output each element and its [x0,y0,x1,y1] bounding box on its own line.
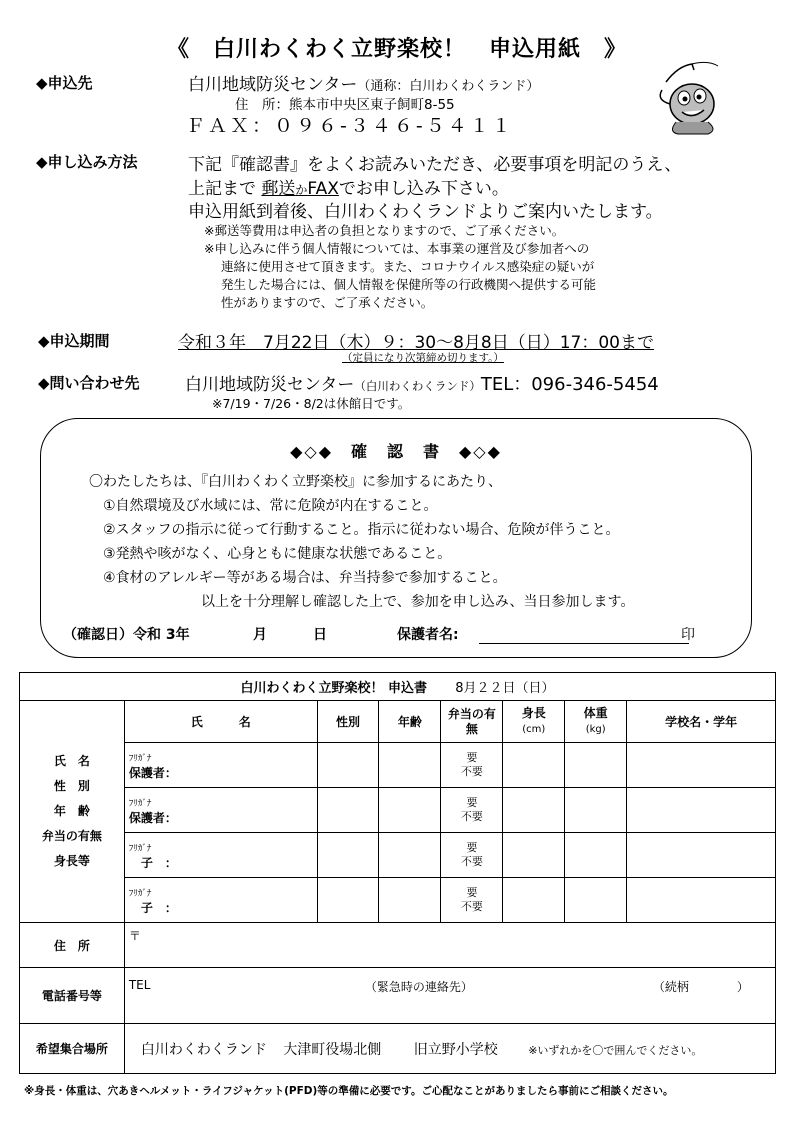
furigana-label: ﾌﾘｶﾞﾅ [128,799,152,809]
bento-yes: 要 [466,886,478,899]
method-note-5: 性がありますので、ご了承ください。 [221,295,434,310]
header-weight-cell [565,701,627,743]
confirmation-title: ◆◇◆ 確 認 書 ◆◇◆ [290,442,502,461]
period-value: 令和３年 7月22日（木）９：30〜8月8日（日）17：00まで [178,333,654,353]
height-cell[interactable] [503,833,565,878]
relation-note: （続柄 ） [652,980,749,994]
destination-org-line [188,70,539,95]
contact-closed: ※7/19・7/26・8/2は休館日です。 [212,396,411,411]
height-cell[interactable] [503,878,565,923]
bento-no: 不要 [460,900,483,913]
header-school: 学校名・学年 [627,701,776,743]
header-weight-unit: (kg) [585,724,606,735]
confirmation-closing: 以上を十分理解し確認した上で、参加を申し込み、当日参加します。 [201,594,635,610]
confirmation-item-2: ②スタッフの指示に従って行動すること。指示に従わない場合、危険が伴うこと。 [103,522,620,538]
bento-cell[interactable] [441,788,503,833]
method-line2 [188,174,509,199]
header-height-unit: (cm) [522,724,546,735]
destination-fax: ＦＡＸ：０９６-３４６-５４１１ [186,115,514,137]
method-mail: 郵送 [261,179,296,199]
period-label: ◆申込期間 [38,332,110,350]
age-cell[interactable] [379,788,441,833]
contact-label: ◆問い合わせ先 [38,374,140,392]
side-label-gender: 性 別 [53,779,90,793]
confirmation-item-3: ③発熱や咳がなく、心身ともに健康な状態であること。 [103,546,452,562]
weight-cell[interactable] [565,788,627,833]
side-label-age: 年 齢 [53,804,90,818]
confirmation-intro: 〇わたしたちは、『白川わくわく立野楽校』に参加するにあたり、 [89,474,502,490]
phone-field[interactable] [124,968,775,1024]
application-form-table [19,672,776,1074]
form-side-labels [20,701,125,923]
role-label: 子 ： [140,901,177,915]
name-cell[interactable] [124,833,317,878]
period-note: （定員になり次第締め切ります。） [342,352,504,364]
method-line1: 下記『確認書』をよくお読みいただき、必要事項を明記のうえ、 [188,155,682,175]
destination-label: ◆申込先 [36,74,93,92]
meeting-option-otsu[interactable]: 大津町役場北側 [283,1041,382,1058]
table-row [20,743,776,788]
method-line3: 申込用紙到着後、白川わくわくランドよりご案内いたします。 [188,202,663,222]
postal-mark: 〒 [128,929,141,943]
school-cell[interactable] [627,788,776,833]
side-label-name: 氏 名 [53,754,90,768]
role-label: 保護者： [128,811,177,825]
guardian-name-label: 保護者名: [397,627,459,643]
school-cell[interactable] [627,878,776,923]
contact-tel: TEL：096-346-5454 [480,374,659,395]
table-row [20,788,776,833]
age-cell[interactable] [379,878,441,923]
name-cell[interactable] [124,878,317,923]
bento-yes: 要 [466,796,478,809]
bento-cell[interactable] [441,833,503,878]
seal-mark: 印 [681,627,695,643]
confirmation-box [40,418,752,658]
school-cell[interactable] [627,833,776,878]
tel-label: TEL [128,978,151,992]
bento-cell[interactable] [441,878,503,923]
contact-alias: （白川わくわくランド） [354,379,481,393]
meeting-note: ※いずれかを〇で囲んでください。 [528,1043,703,1057]
age-cell[interactable] [379,833,441,878]
weight-cell[interactable] [565,878,627,923]
header-bento: 弁当の有無 [441,701,503,743]
weight-cell[interactable] [565,743,627,788]
method-label: ◆申し込み方法 [36,153,138,171]
name-cell[interactable] [124,788,317,833]
bento-yes: 要 [466,841,478,854]
form-title: 白川わくわく立野楽校！ 申込書 [240,681,428,696]
table-row [20,833,776,878]
contact-line [185,370,659,396]
height-cell[interactable] [503,743,565,788]
weight-cell[interactable] [565,833,627,878]
confirmation-item-1: ①自然環境及び水域には、常に危険が内在すること。 [103,498,438,514]
header-name: 氏 名 [124,701,317,743]
address-label: 住 所 [20,923,125,968]
gender-cell[interactable] [317,788,379,833]
address-field[interactable] [124,923,775,968]
contact-org: 白川地域防災センター [185,375,355,395]
header-age: 年齢 [379,701,441,743]
confirmation-item-4: ④食材のアレルギー等がある場合は、弁当持参で参加すること。 [103,570,507,586]
destination-address: 住 所：熊本市中央区東子飼町8-55 [235,97,455,113]
mascot-fish-icon [648,60,728,140]
method-fax: FAX [307,179,339,199]
meeting-label: 希望集合場所 [20,1024,125,1074]
method-note-3: 連絡に使用させて頂きます。また、コロナウイルス感染症の疑いが [221,259,595,274]
role-label: 保護者： [128,766,177,780]
furigana-label: ﾌﾘｶﾞﾅ [128,754,152,764]
phone-label: 電話番号等 [20,968,125,1024]
emergency-note: （緊急時の連絡先） [364,980,473,994]
bento-cell[interactable] [441,743,503,788]
page-title: 《 白川わくわく立野楽校！ 申込用紙 》 [166,37,627,62]
furigana-label: ﾌﾘｶﾞﾅ [128,889,152,899]
meeting-options [124,1024,775,1074]
meeting-option-wakuwaku[interactable]: 白川わくわくランド [140,1041,267,1058]
method-or: か [295,183,308,197]
form-title-cell [20,673,776,701]
confirmation-day: 日 [313,627,327,643]
school-cell[interactable] [627,743,776,788]
confirmation-date-label: （確認日）令和 3年 [63,627,190,643]
side-label-bento: 弁当の有無 [41,829,102,843]
destination-alias: （通称：白川わくわくランド） [357,79,540,94]
method-note-2: ※申し込みに伴う個人情報については、本事業の運営及び参加者への [204,241,590,256]
confirmation-month: 月 [253,627,267,643]
header-weight: 体重 [583,706,608,720]
header-height: 身長 [521,706,546,720]
gender-cell[interactable] [317,878,379,923]
bento-no: 不要 [460,765,483,778]
header-height-cell [503,701,565,743]
header-gender: 性別 [317,701,379,743]
bento-no: 不要 [460,810,483,823]
bento-yes: 要 [466,751,478,764]
gender-cell[interactable] [317,833,379,878]
side-label-height: 身長等 [53,854,90,868]
method-note-4: 発生した場合には、個人情報を保健所等の行政機関へ提供する可能 [221,277,597,292]
height-cell[interactable] [503,788,565,833]
meeting-option-tateno[interactable]: 旧立野小学校 [413,1041,498,1058]
table-row [20,878,776,923]
age-cell[interactable] [379,743,441,788]
gender-cell[interactable] [317,743,379,788]
bento-no: 不要 [460,855,483,868]
method-note-1: ※郵送等費用は申込者の負担となりますので、ご了承ください。 [204,223,565,238]
form-date: 8月２２日（日） [455,681,555,696]
footnote: ※身長・体重は、穴あきヘルメット・ライフジャケット(PFD)等の準備に必要です。ご心配なことがありましたら事前にご相談ください。 [24,1085,674,1097]
role-label: 子 ： [140,856,177,870]
destination-org: 白川地域防災センター [188,75,358,95]
method-line2-post: でお申し込み下さい。 [338,179,509,199]
furigana-label: ﾌﾘｶﾞﾅ [128,844,152,854]
guardian-name-field[interactable] [479,625,689,644]
name-cell[interactable] [124,743,317,788]
method-line2-pre: 上記まで [188,179,256,199]
